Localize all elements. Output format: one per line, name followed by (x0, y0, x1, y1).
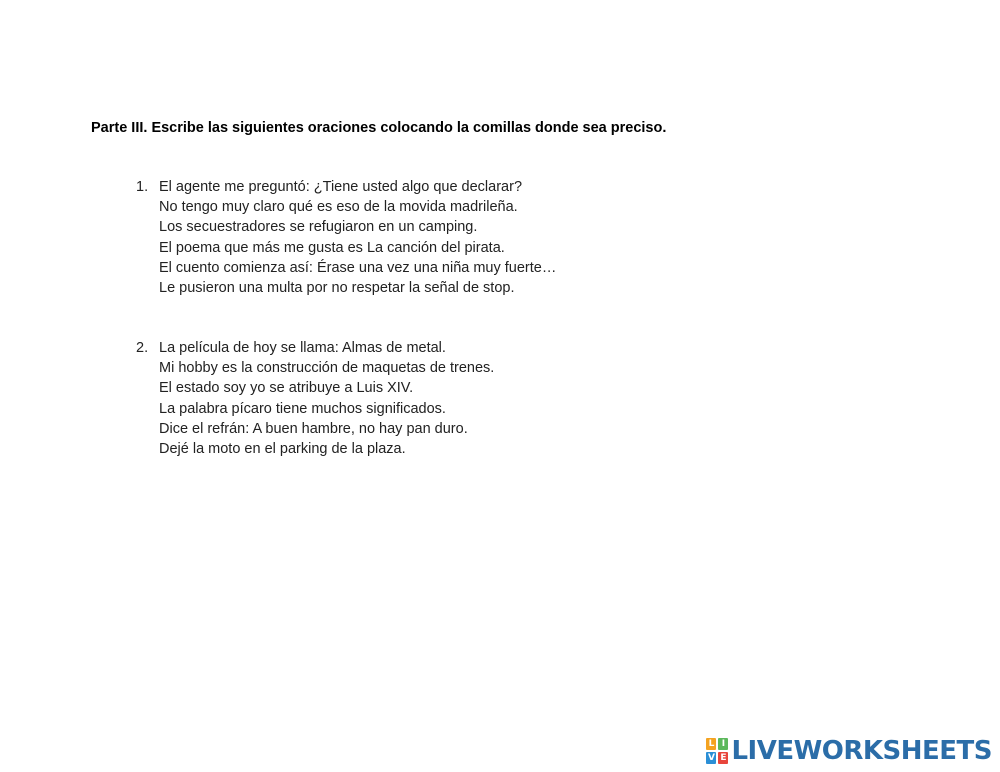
sentence-line: El estado soy yo se atribuye a Luis XIV. (159, 380, 414, 397)
sentence-line: El agente me preguntó: ¿Tiene usted algo que declarar? (159, 179, 523, 195)
logo-block: I (718, 738, 728, 750)
exercise-group-2 (136, 338, 494, 459)
sentence-line: Mi hobby es la construcción de maquetas de trenes. (159, 360, 495, 377)
logo-wordmark: LIVEWORKSHEETS (731, 736, 992, 766)
sentence-line: La película de hoy se llama: Almas de metal. (159, 340, 446, 356)
exercise-lines (159, 177, 556, 298)
section-heading: Parte III. Escribe las siguientes oraciones colocando la comillas donde sea preciso. (91, 120, 667, 136)
logo-icon (706, 738, 728, 764)
sentence-line: El poema que más me gusta es La canción del pirata. (159, 239, 505, 256)
sentence-line: Los secuestradores se refugiaron en un camping. (159, 219, 478, 236)
exercise-number: 2. (136, 340, 149, 356)
sentence-line: La palabra pícaro tiene muchos significados. (159, 400, 446, 417)
exercise-lines (159, 338, 494, 459)
sentence-line: Dejé la moto en el parking de la plaza. (159, 441, 406, 458)
sentence-line: El cuento comienza así: Érase una vez una niña muy fuerte… (159, 259, 557, 276)
logo-block: V (707, 753, 715, 763)
sentence-line: No tengo muy claro qué es eso de la movida madrileña. (159, 199, 518, 216)
sentence-line: Dice el refrán: A buen hambre, no hay pan duro. (159, 420, 468, 437)
logo-block: L (706, 738, 716, 750)
sentence-line: Le pusieron una multa por no respetar la señal de stop. (159, 280, 515, 297)
exercise-number: 1. (136, 179, 149, 195)
exercise-group-1 (136, 177, 556, 298)
logo-block: E (720, 753, 727, 763)
liveworksheets-logo (706, 736, 992, 766)
